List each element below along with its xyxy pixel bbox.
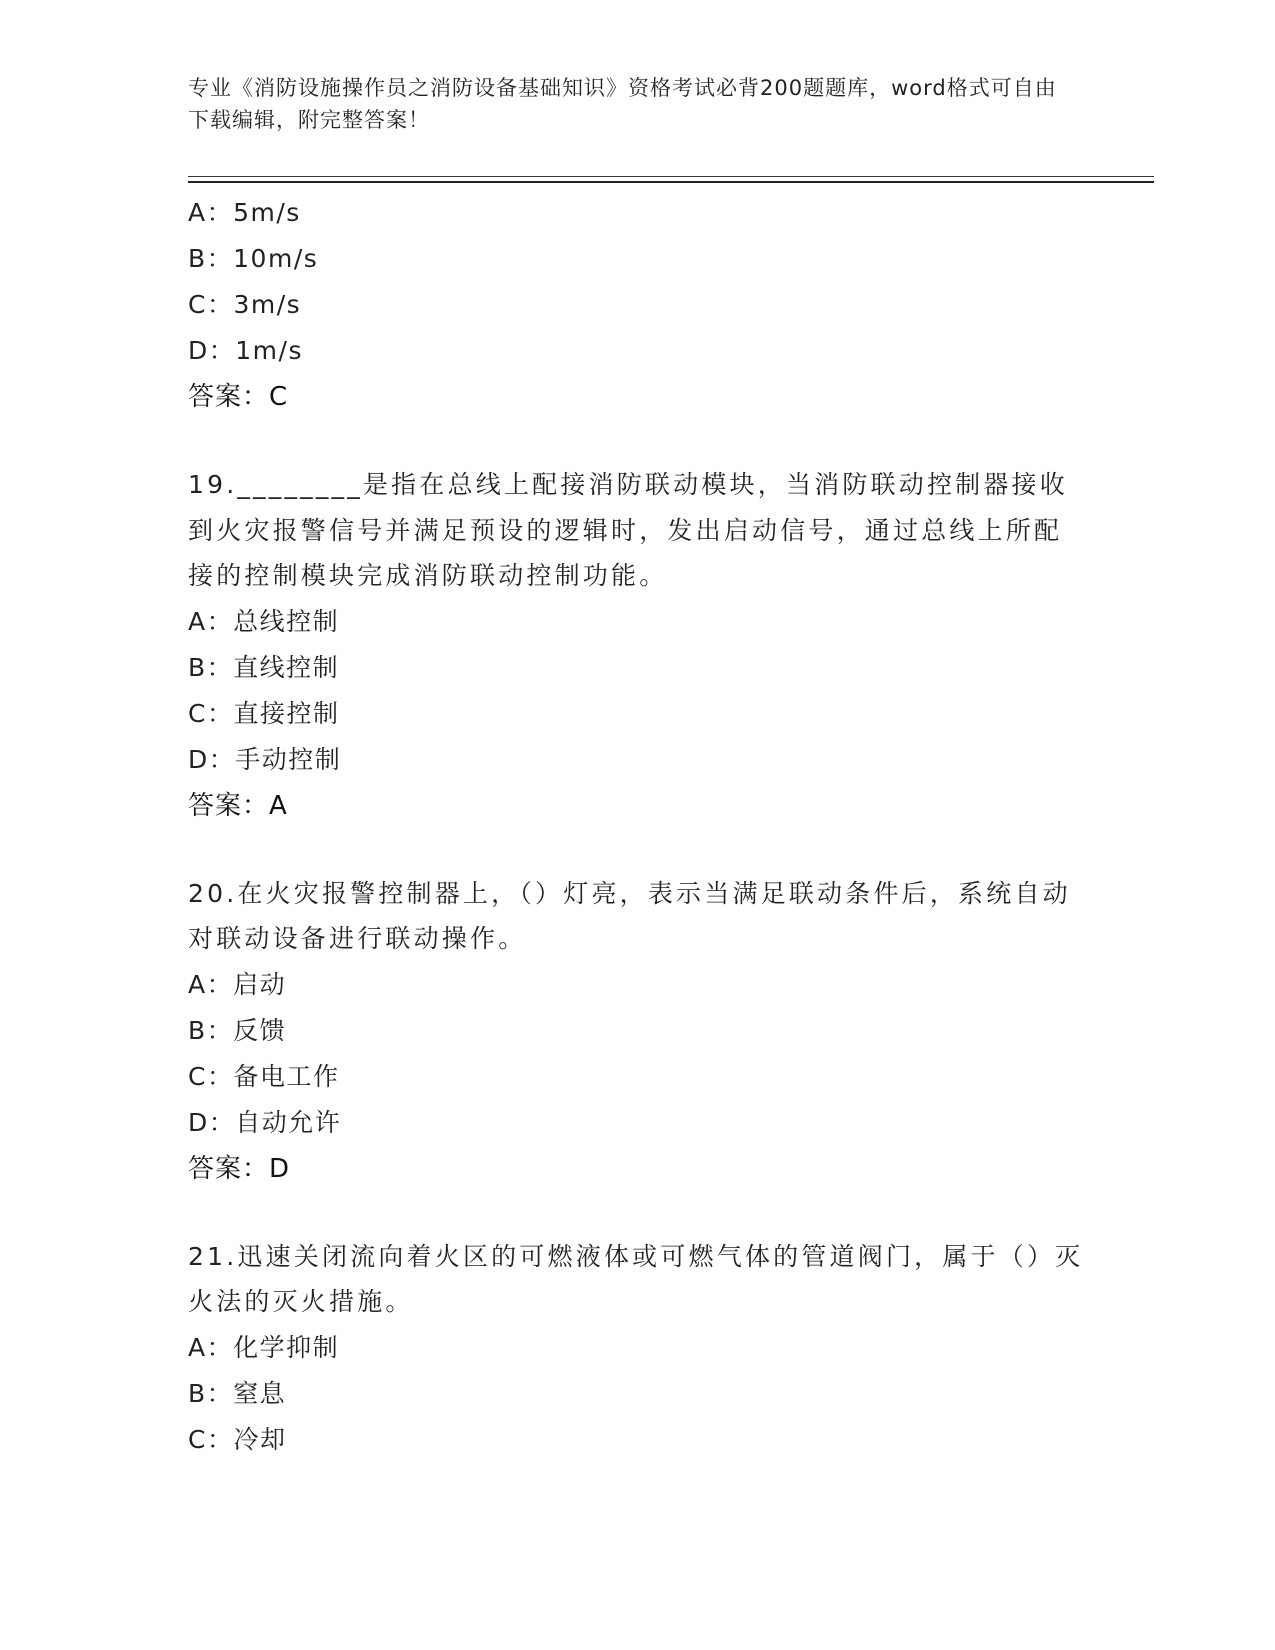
option-d xyxy=(188,328,1088,374)
option-c xyxy=(188,691,1088,737)
header-divider-thick xyxy=(188,181,1154,183)
question-text: 20.在火灾报警控制器上，（）灯亮，表示当满足联动条件后，系统自动对联动设备进行联动操作。 xyxy=(188,878,1071,953)
option-c xyxy=(188,282,1088,328)
option-text: 直线控制 xyxy=(233,652,340,682)
document-content xyxy=(188,190,1088,1463)
question-text: 19.________是指在总线上配接消防联动模块，当消防联动控制器接收到火灾报警信号并满足预设的逻辑时，发出启动信号，通过总线上所配接的控制模块完成消防联动控制功能。 xyxy=(188,470,1068,590)
spacer xyxy=(188,1192,1088,1234)
option-label: A： xyxy=(188,969,234,999)
option-text: 总线控制 xyxy=(233,606,340,636)
option-text: 10m/s xyxy=(233,244,319,273)
question-partial xyxy=(188,190,1088,420)
option-text: 自动允许 xyxy=(235,1107,342,1137)
option-label: C： xyxy=(188,1424,234,1454)
option-text: 5m/s xyxy=(233,198,301,227)
option-label: B： xyxy=(188,244,234,273)
spacer xyxy=(188,420,1088,462)
option-label: C： xyxy=(188,1061,234,1091)
option-label: C： xyxy=(188,290,234,319)
question-21 xyxy=(188,1234,1088,1463)
option-c xyxy=(188,1417,1088,1463)
question-text: 21.迅速关闭流向着火区的可燃液体或可燃气体的管道阀门，属于（）灭火法的灭火措施。 xyxy=(188,1241,1084,1316)
option-label: D： xyxy=(188,1107,236,1137)
option-text: 3m/s xyxy=(233,290,302,319)
option-text: 化学抑制 xyxy=(233,1332,340,1362)
option-label: B： xyxy=(188,652,234,682)
option-text: 启动 xyxy=(233,969,287,999)
option-c xyxy=(188,1054,1088,1100)
option-label: D： xyxy=(188,744,236,774)
option-a xyxy=(188,190,1088,236)
option-label: A： xyxy=(188,198,234,227)
option-b xyxy=(188,1371,1088,1417)
option-b xyxy=(188,645,1088,691)
option-d xyxy=(188,1100,1088,1146)
option-text: 反馈 xyxy=(233,1015,287,1045)
answer: 答案：A xyxy=(188,790,288,821)
option-text: 直接控制 xyxy=(233,698,340,728)
option-label: D： xyxy=(188,336,236,365)
option-d xyxy=(188,737,1088,783)
option-label: C： xyxy=(188,698,234,728)
spacer xyxy=(188,829,1088,871)
header-divider-thin xyxy=(188,176,1154,177)
option-b xyxy=(188,1008,1088,1054)
answer: 答案：D xyxy=(188,1153,291,1184)
option-text: 手动控制 xyxy=(235,744,342,774)
question-20 xyxy=(188,871,1088,1192)
option-a xyxy=(188,599,1088,645)
document-header: 专业《消防设施操作员之消防设备基础知识》资格考试必背200题题库，word格式可自由下载编辑，附完整答案！ xyxy=(188,76,1057,132)
answer: 答案：C xyxy=(188,382,289,412)
option-label: B： xyxy=(188,1378,234,1408)
option-label: B： xyxy=(188,1015,234,1045)
option-text: 1m/s xyxy=(235,336,303,365)
option-label: A： xyxy=(188,606,234,636)
option-text: 窒息 xyxy=(233,1378,287,1408)
option-a xyxy=(188,962,1088,1008)
question-19 xyxy=(188,462,1088,829)
option-a xyxy=(188,1325,1088,1371)
option-text: 冷却 xyxy=(233,1424,287,1454)
option-b xyxy=(188,236,1088,282)
option-label: A： xyxy=(188,1332,234,1362)
option-text: 备电工作 xyxy=(233,1061,340,1091)
